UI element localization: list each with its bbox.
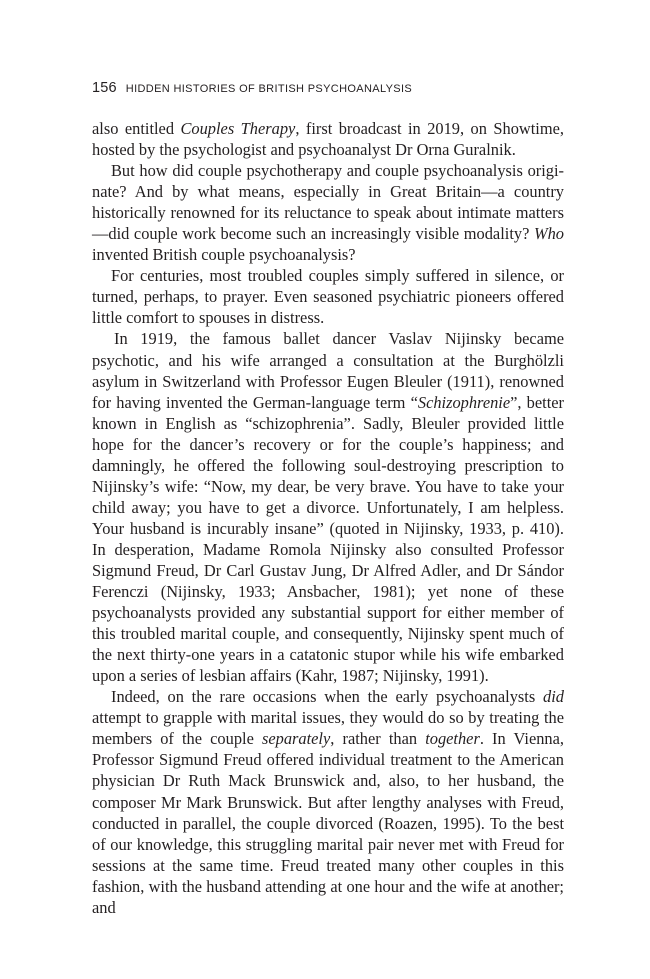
text-run: invented British couple psychoanalysis? bbox=[92, 245, 356, 265]
text-run: . In Vienna, Professor Sigmund Freud offered individual treatment to the American physician Dr Ruth Mack Brunswick and, also, to her husband, the composer Mr Mark Brunswick. But after lengthy analyses with Freud, conducted in parallel, the couple divorced (Roazen, 1995). To the best of our knowledge, this struggling marital pair never met with Freud for sessions at the same time. Freud treated many other couples in this fashion, with the husband attending at one hour and the wife at another; and bbox=[92, 729, 564, 917]
text-run: For centuries, most troubled couples simply suffered in silence, or turned, perhaps, to prayer. Even seasoned psychiatric pioneers offered little comfort to spouses in distress. bbox=[92, 266, 564, 328]
book-title: HIDDEN HISTORIES OF BRITISH PSYCHOANALYSIS bbox=[125, 83, 413, 95]
text-run: ”, better known in English as “schizophrenia”. Sadly, Bleuler provided little hope for the dancer’s recovery or for the couple’s happiness; and damningly, he offered the following soul-destroying prescription to Nijinsky’s wife: “Now, my dear, be very brave. You have to take your child away; you have to get a divorce. Unfortunately, I am helpless. Your husband is incurably insane” (quoted in Nijinsky, 1933, p. 410). In desperation, Madame Romola Nijinsky also consulted Professor Sigmund Freud, Dr Carl Gustav Jung, Dr Alfred Adler, and Dr Sándor Ferenczi (Nijinsky, 1933; Ansbacher, 1981); yet none of these psychoanalysts provided any substantial support for either member of this troubled marital couple, and consequently, Nijinsky spent much of the next thirty-one years in a catatonic stupor while his wife embarked upon a series of lesbian affairs (Kahr, 1987; Nijinsky, 1991). bbox=[92, 392, 564, 686]
italic-run: did bbox=[543, 687, 564, 707]
paragraph-5 bbox=[92, 686, 564, 918]
body-text bbox=[92, 118, 564, 918]
italic-run: Schizophrenie bbox=[417, 392, 511, 412]
italic-run: Who bbox=[533, 224, 564, 244]
text-run: In 1919, the famous ballet dancer Vaslav Nijinsky became psychotic, and his wife arranged a consultation at the Burghölzli asylum in Switzerland with Professor Eugen Bleuler (1911), renowned for having invented the German-language term “ bbox=[92, 329, 564, 412]
text-run: But how did couple psychotherapy and couple psychoanalysis originate? And by what means, especially in Great Britain—a country historically renowned for its reluctance to speak about intimate matters—did couple work become such an increasingly visible modality? bbox=[92, 161, 564, 244]
italic-run: Couples Therapy bbox=[180, 119, 296, 138]
paragraph-3 bbox=[92, 265, 564, 328]
text-run: Indeed, on the rare occasions when the early psychoanalysts bbox=[111, 687, 544, 707]
text-run: also entitled bbox=[92, 119, 181, 138]
italic-run: together bbox=[425, 729, 480, 749]
paragraph-1 bbox=[92, 118, 564, 160]
text-run: , first broadcast in 2019, on Showtime, hosted by the psychologist and psychoanalyst Dr Orna Guralnik. bbox=[92, 119, 564, 160]
text-run: attempt to grapple with marital issues, they would do so by treating the members of the couple bbox=[92, 708, 564, 749]
paragraph-2 bbox=[92, 160, 564, 265]
italic-run: separately bbox=[261, 729, 331, 749]
text-run: , rather than bbox=[330, 729, 426, 749]
running-head bbox=[92, 80, 412, 96]
page-number: 156 bbox=[92, 80, 117, 96]
paragraph-4 bbox=[92, 328, 564, 686]
